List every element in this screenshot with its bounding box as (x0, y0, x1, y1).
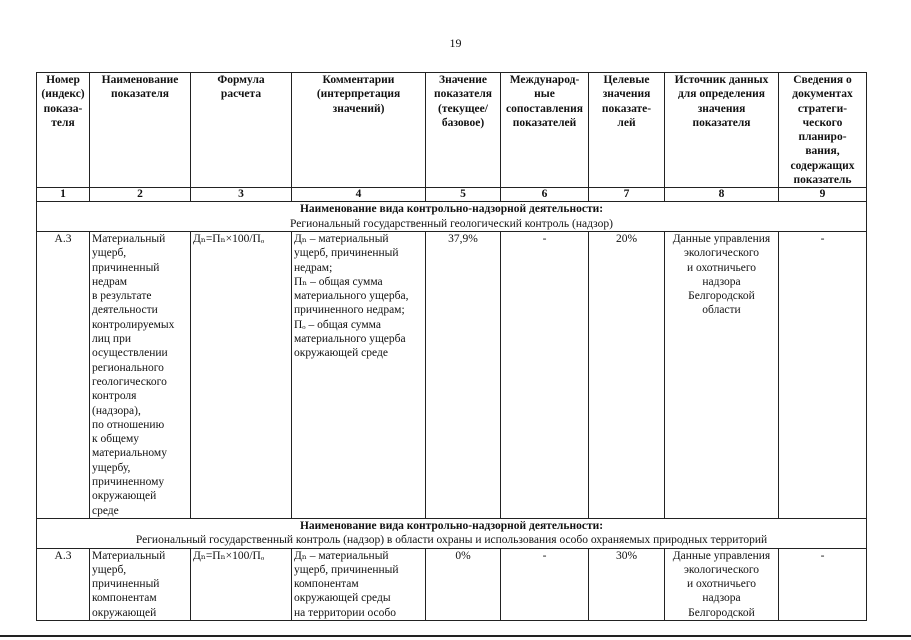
section-header-row (37, 202, 867, 232)
header-formula: Формула расчета (191, 73, 292, 188)
column-number: 7 (589, 188, 665, 202)
header-documents: Сведения о документах стратеги- ческого планиро- вания, содержащих показатель (779, 73, 867, 188)
header-index: Номер (индекс) показа- теля (37, 73, 90, 188)
column-number: 8 (665, 188, 779, 202)
column-number: 4 (292, 188, 426, 202)
indicator-formula: Дₙ=Пₙ×100/Пₒ (191, 231, 292, 518)
indicator-comment: Дₙ – материальный ущерб, причиненный компонентам окружающей среды на территории особо (292, 548, 426, 620)
indicator-target: 20% (589, 231, 665, 518)
section-subtitle: Региональный государственный контроль (надзор) в области охраны и использования особо охраняемых природных территорий (135, 534, 768, 547)
section-header-row (37, 518, 867, 548)
indicator-target: 30% (589, 548, 665, 620)
section-header (37, 518, 867, 548)
section-title: Наименование вида контрольно-надзорной деятельности: (299, 203, 604, 216)
column-number: 6 (501, 188, 589, 202)
indicators-table (36, 72, 867, 621)
header-comment: Комментарии (интерпретация значений) (292, 73, 426, 188)
indicator-source: Данные управления экологического и охотничьего надзора Белгородской (665, 548, 779, 620)
indicator-comment: Дₙ – материальный ущерб, причиненный недрам; Пₙ – общая сумма материального ущерба, причиненного недрам; Пₒ – общая сумма материального ущерба окружающей среде (292, 231, 426, 518)
indicator-index: А.3 (37, 231, 90, 518)
indicator-documents: - (779, 231, 867, 518)
indicator-index: А.3 (37, 548, 90, 620)
section-subtitle: Региональный государственный геологический контроль (надзор) (290, 217, 613, 230)
header-value: Значение показателя (текущее/ базовое) (426, 73, 501, 188)
indicator-documents: - (779, 548, 867, 620)
header-name: Наименование показателя (90, 73, 191, 188)
header-target: Целевые значения показате- лей (589, 73, 665, 188)
indicator-international: - (501, 231, 589, 518)
scan-bottom-edge (0, 635, 911, 637)
header-international: Международ- ные сопоставления показателей (501, 73, 589, 188)
section-title: Наименование вида контрольно-надзорной деятельности: (299, 519, 604, 532)
column-number: 2 (90, 188, 191, 202)
column-number: 3 (191, 188, 292, 202)
indicator-value: 0% (426, 548, 501, 620)
indicator-international: - (501, 548, 589, 620)
indicator-name: Материальный ущерб, причиненный недрам в результате деятельности контролируемых лиц при осуществлении регионального геологического контроля (надзора), по отношению к общему материальному ущербу, причиненному окружающей среде (90, 231, 191, 518)
page-number: 19 (449, 36, 462, 50)
table-row (37, 548, 867, 620)
indicator-name: Материальный ущерб, причиненный компонентам окружающей (90, 548, 191, 620)
indicator-source: Данные управления экологического и охотничьего надзора Белгородской области (665, 231, 779, 518)
column-number: 5 (426, 188, 501, 202)
indicator-formula: Дₙ=Пₙ×100/Пₒ (191, 548, 292, 620)
section-header (37, 202, 867, 232)
header-source: Источник данных для определения значения показателя (665, 73, 779, 188)
table-row (37, 231, 867, 518)
column-number-row (37, 188, 867, 202)
indicator-value: 37,9% (426, 231, 501, 518)
column-number: 9 (779, 188, 867, 202)
column-number: 1 (37, 188, 90, 202)
header-row (37, 73, 867, 188)
